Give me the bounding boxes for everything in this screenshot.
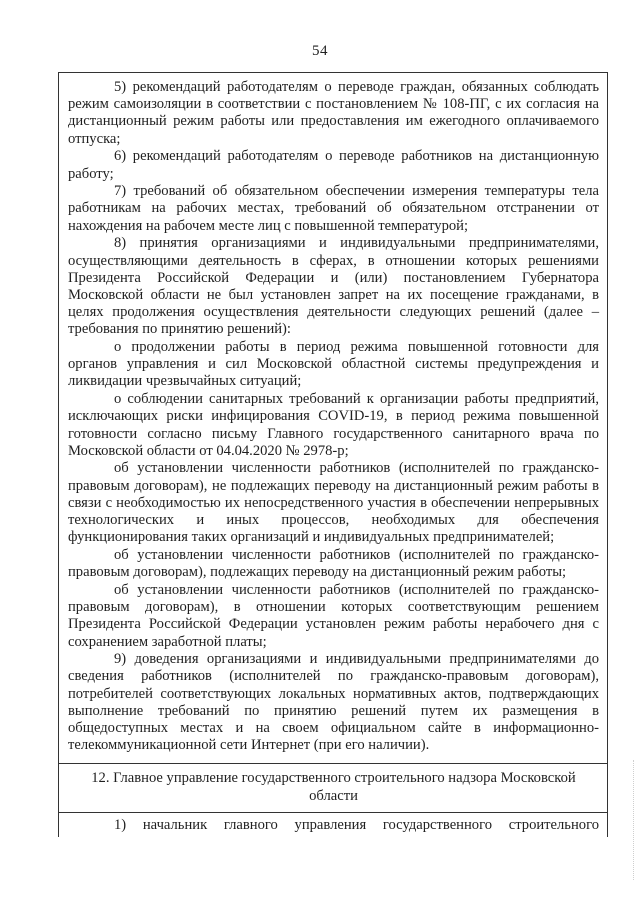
document-table <box>58 72 608 837</box>
section-heading: 12. Главное управление государственного строительного надзора Московской области <box>59 764 607 812</box>
paragraph-item-7: 7) требований об обязательном обеспечении измерения температуры тела работникам на рабочих местах, требований об обязательном отстранении от нахождения на рабочем месте лиц с повышенной температурой; <box>68 183 599 234</box>
paragraph-subitem-not-remote: об установлении численности работников (исполнителей по гражданско-правовым договорам), не подлежащих переводу на дистанционный режим работы в связи с необходимостью их непосредственного участия в обеспечении непрерывных технологических и иных процессов, необходимых для обеспечения функционирования таких организаций и индивидуальных предпринимателей; <box>68 460 599 546</box>
page-number: 54 <box>312 43 328 59</box>
paragraph-subitem-continue-work: о продолжении работы в период режима повышенной готовности для органов управления и сил Московской областной системы предупреждения и ликвидации чрезвычайных ситуаций; <box>68 339 599 390</box>
paragraph-subitem-remote: об установлении численности работников (исполнителей по гражданско-правовым договорам), подлежащих переводу на дистанционный режим работы; <box>68 546 599 581</box>
table-cell-next <box>59 813 607 837</box>
paragraph-item-5: 5) рекомендаций работодателям о переводе граждан, обязанных соблюдать режим самоизоляции в соответствии с постановлением № 108-ПГ, с их согласия на дистанционный режим работы или предоставления им ежегодного оплачиваемого отпуска; <box>68 79 599 147</box>
paragraph-subitem-sanitary: о соблюдении санитарных требований к организации работы предприятий, исключающих риски инфицирования COVID-19, в период режима повышенной готовности согласно письму Главного государственного санитарного врача по Московской области от 04.04.2020 № 2978-р; <box>68 391 599 459</box>
paragraph-subitem-non-working: об установлении численности работников (исполнителей по гражданско-правовым договорам), в отношении которых соответствующим решением Президента Российской Федерации установлен режим работы нерабочего дня с сохранением заработной платы; <box>68 581 599 650</box>
paragraph-item-9: 9) доведения организациями и индивидуальными предпринимателями до сведения работников (исполнителей по гражданско-правовым договорам), потребителей соответствующих локальных нормативных актов, подтверждающих выполнение требований по принятию решений путем их размещения в общедоступных местах и на своем официальном сайте в информационно-телекоммуникационной сети Интернет (при его наличии). <box>68 651 599 754</box>
paragraph-item-8: 8) принятия организациями и индивидуальными предпринимателями, осуществляющими деятельность в сферах, в отношении которых решениями Президента Российской Федерации и (или) постановлением Губернатора Московской области не был установлен запрет на их посещение гражданами, в целях продолжения осуществления деятельности следующих решений (далее – требования по принятию решений): <box>68 235 599 338</box>
paragraph-item-6: 6) рекомендаций работодателям о переводе работников на дистанционную работу; <box>68 148 599 182</box>
table-cell-measures <box>59 73 607 764</box>
paragraph-next-item-1: 1) начальник главного управления государственного строительного <box>114 816 599 833</box>
scan-edge-marks <box>630 760 634 880</box>
